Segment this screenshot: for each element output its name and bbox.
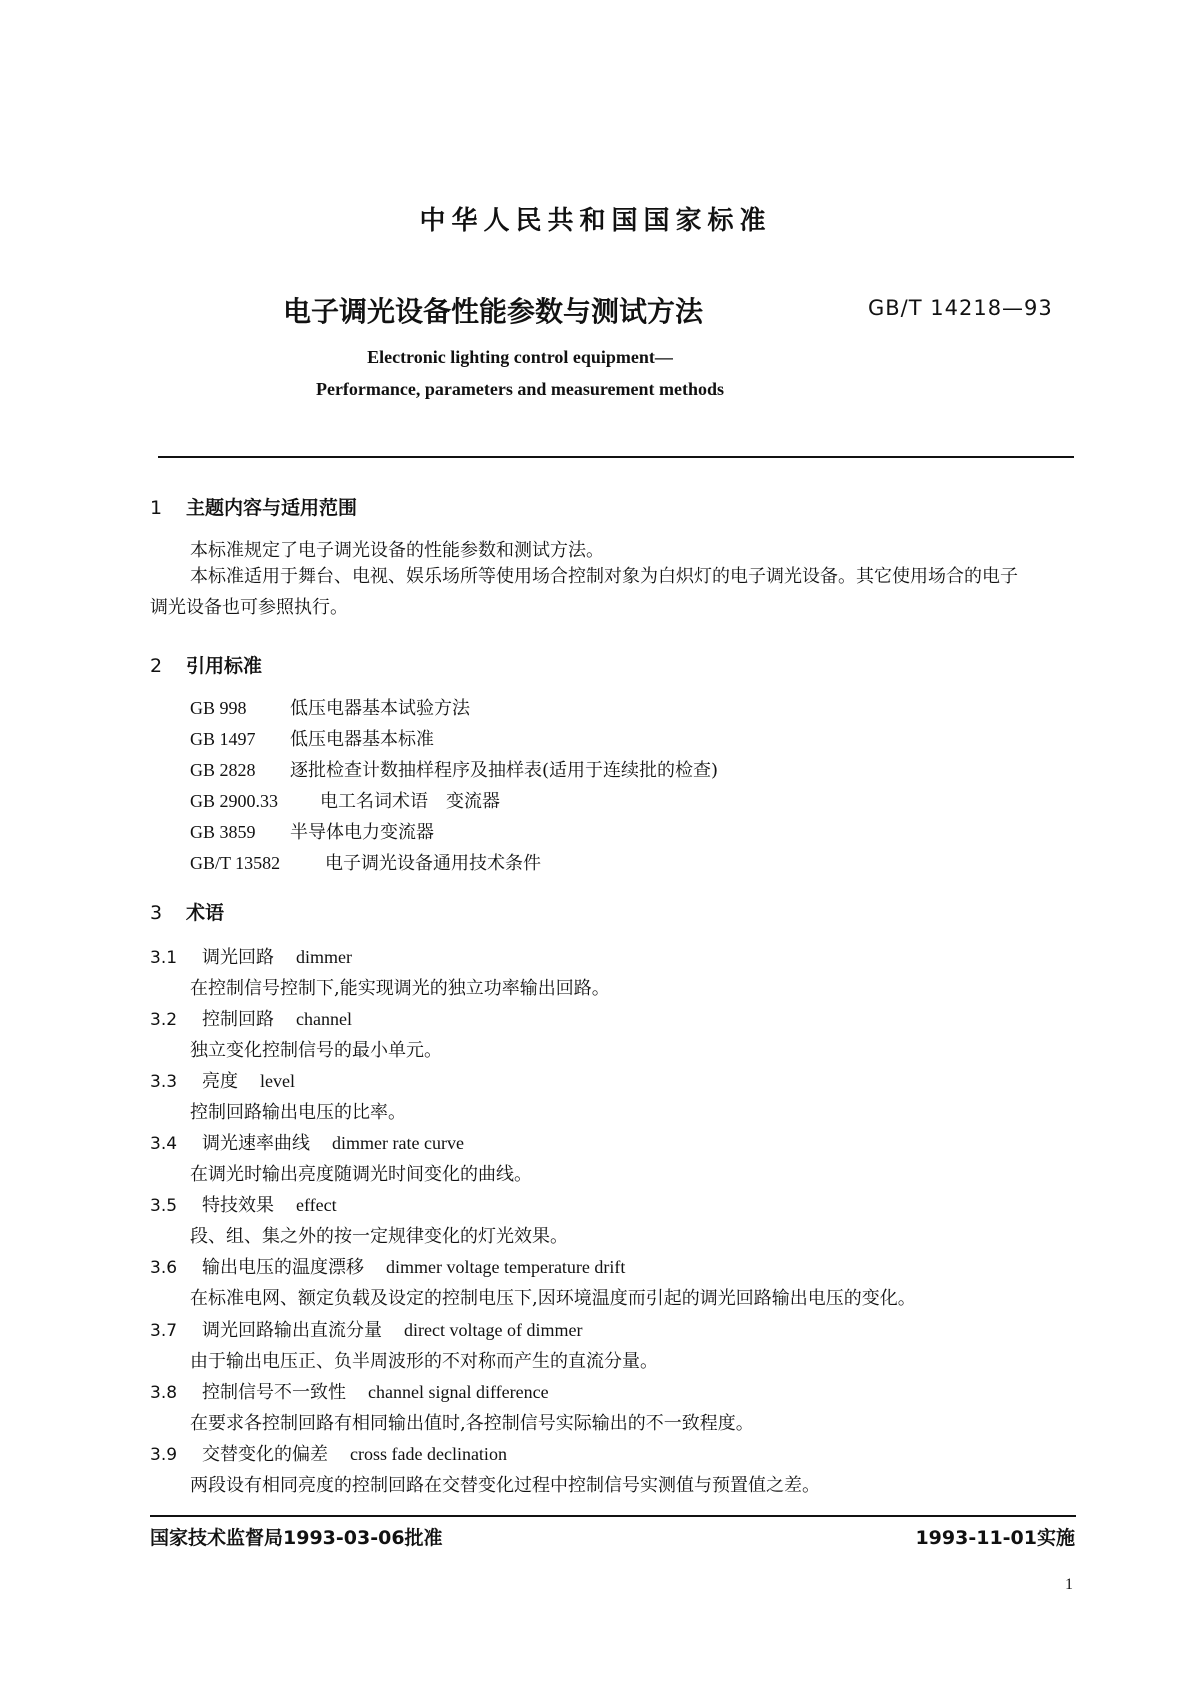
- document-title-zh: 电子调光设备性能参数与测试方法: [283, 295, 704, 328]
- section-number: 2: [150, 655, 163, 677]
- term-number: 3.6: [150, 1258, 178, 1278]
- term-name-en: level: [260, 1071, 295, 1091]
- reference-item: [190, 756, 718, 782]
- term-name-en: dimmer voltage temperature drift: [386, 1257, 626, 1277]
- term-name-en: effect: [296, 1195, 337, 1215]
- paragraph: 本标准适用于舞台、电视、娱乐场所等使用场合控制对象为白炽灯的电子调光设备。其它使用场合的电子调光设备也可参照执行。: [150, 566, 1018, 618]
- term-definition: 在调光时输出亮度随调光时间变化的曲线。: [190, 1164, 532, 1185]
- reference-item: [190, 725, 434, 751]
- term-number: 3.8: [150, 1383, 178, 1403]
- term-name-zh: 亮度: [202, 1071, 238, 1092]
- section-heading-3: [150, 898, 224, 925]
- term-name-zh: 调光回路: [202, 947, 274, 968]
- term-name-zh: 控制信号不一致性: [202, 1382, 346, 1403]
- reference-item: [190, 694, 470, 720]
- term-number: 3.3: [150, 1072, 178, 1092]
- term-definition: 两段设有相同亮度的控制回路在交替变化过程中控制信号实测值与预置值之差。: [190, 1475, 820, 1496]
- reference-code: GB/T 13582: [190, 853, 281, 873]
- section-title: 术语: [186, 902, 225, 924]
- paragraph: 本标准规定了电子调光设备的性能参数和测试方法。: [190, 540, 604, 561]
- term-definition: 独立变化控制信号的最小单元。: [190, 1040, 442, 1061]
- term-number: 3.2: [150, 1010, 178, 1030]
- reference-name: 低压电器基本标准: [290, 729, 434, 750]
- term-name-en: direct voltage of dimmer: [404, 1320, 583, 1340]
- term-name-en: channel signal difference: [368, 1382, 549, 1402]
- term-name-zh: 输出电压的温度漂移: [202, 1257, 364, 1278]
- term-entry: [150, 1378, 549, 1404]
- approval-line: 国家技术监督局1993-03-06批准: [150, 1527, 443, 1549]
- footer-divider: [150, 1515, 1076, 1517]
- term-entry: [150, 943, 352, 969]
- reference-item: [190, 787, 500, 813]
- term-definition: 在要求各控制回路有相同输出值时,各控制信号实际输出的不一致程度。: [190, 1413, 754, 1434]
- term-definition: 在标准电网、额定负载及设定的控制电压下,因环境温度而引起的调光回路输出电压的变化。: [190, 1288, 916, 1309]
- national-standard-heading: 中华人民共和国国家标准: [419, 206, 772, 236]
- term-name-en: cross fade declination: [350, 1444, 507, 1464]
- term-entry: [150, 1440, 507, 1466]
- term-name-zh: 特技效果: [202, 1195, 274, 1216]
- term-entry: [150, 1067, 295, 1093]
- section-title: 主题内容与适用范围: [186, 497, 358, 519]
- term-name-zh: 调光回路输出直流分量: [202, 1320, 382, 1341]
- reference-name: 半导体电力变流器: [290, 822, 434, 843]
- section-number: 1: [150, 497, 163, 519]
- reference-name: 电工名词术语 变流器: [320, 791, 500, 812]
- reference-code: GB 998: [190, 698, 247, 718]
- reference-code: GB 2900.33: [190, 791, 279, 811]
- term-name-en: channel: [296, 1009, 352, 1029]
- reference-code: GB 2828: [190, 760, 256, 780]
- section-number: 3: [150, 902, 163, 924]
- standard-number: GB/T 14218—93: [868, 296, 1053, 320]
- term-number: 3.5: [150, 1196, 178, 1216]
- section-heading-1: [150, 493, 357, 520]
- term-name-zh: 控制回路: [202, 1009, 274, 1030]
- term-number: 3.7: [150, 1321, 178, 1341]
- term-number: 3.9: [150, 1445, 178, 1465]
- reference-name: 低压电器基本试验方法: [290, 698, 470, 719]
- term-definition: 由于输出电压正、负半周波形的不对称而产生的直流分量。: [190, 1351, 658, 1372]
- term-name-en: dimmer: [296, 947, 352, 967]
- reference-code: GB 1497: [190, 729, 256, 749]
- term-entry: [150, 1005, 352, 1031]
- reference-item: [190, 849, 541, 875]
- reference-name: 电子调光设备通用技术条件: [325, 853, 541, 874]
- header-divider: [158, 456, 1074, 458]
- term-entry: [150, 1316, 582, 1342]
- term-name-zh: 交替变化的偏差: [202, 1444, 328, 1465]
- page-number: 1: [1065, 1576, 1073, 1593]
- term-entry: [150, 1129, 464, 1155]
- term-number: 3.1: [150, 948, 178, 968]
- term-number: 3.4: [150, 1134, 178, 1154]
- implementation-date: 1993-11-01实施: [915, 1527, 1075, 1549]
- reference-name: 逐批检查计数抽样程序及抽样表(适用于连续批的检查): [290, 760, 719, 781]
- term-definition: 控制回路输出电压的比率。: [190, 1102, 406, 1123]
- term-definition: 段、组、集之外的按一定规律变化的灯光效果。: [190, 1226, 568, 1247]
- term-name-en: dimmer rate curve: [332, 1133, 464, 1153]
- term-name-zh: 调光速率曲线: [202, 1133, 310, 1154]
- term-entry: [150, 1191, 337, 1217]
- reference-code: GB 3859: [190, 822, 256, 842]
- term-definition: 在控制信号控制下,能实现调光的独立功率输出回路。: [190, 978, 610, 999]
- term-entry: [150, 1253, 625, 1279]
- section-title: 引用标准: [186, 655, 263, 677]
- document-title-en-line2: Performance, parameters and measurement methods: [315, 379, 725, 399]
- section-heading-2: [150, 651, 262, 678]
- document-title-en-line1: Electronic lighting control equipment—: [367, 347, 673, 367]
- reference-item: [190, 818, 434, 844]
